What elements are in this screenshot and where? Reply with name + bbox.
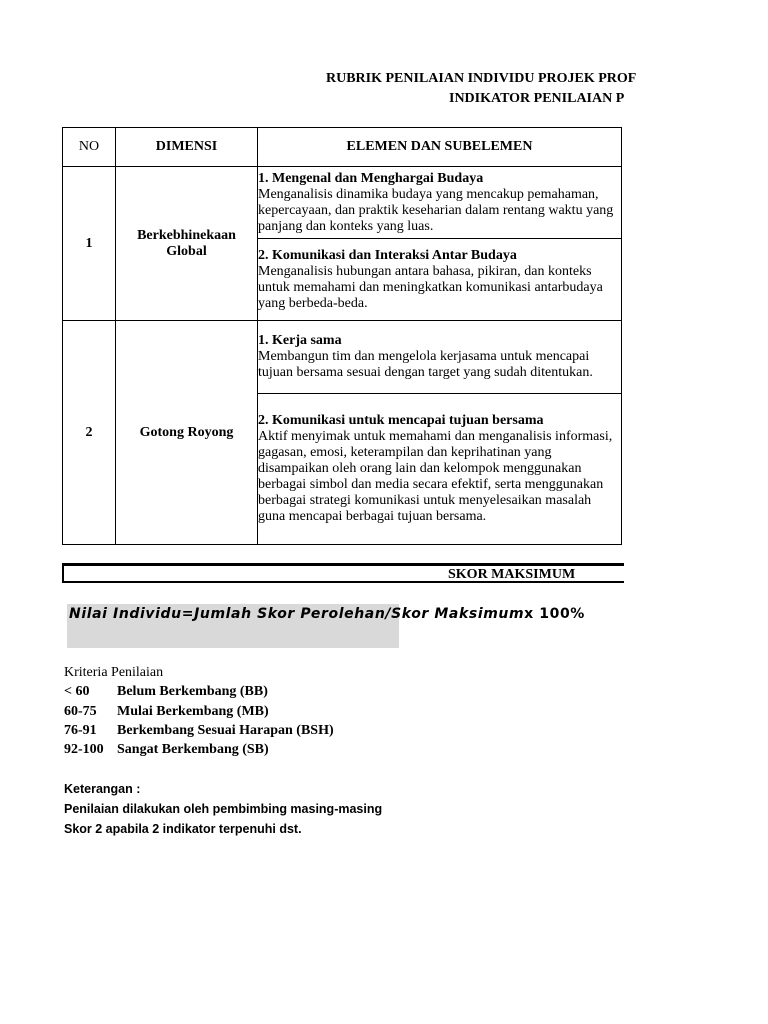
- element-description: Membangun tim dan mengelola kerjasama untuk mencapai tujuan bersama sesuai dengan target yang sudah ditentukan.: [258, 349, 593, 380]
- row-dimensi: Gotong Royong: [116, 321, 258, 545]
- keterangan-line: Penilaian dilakukan oleh pembimbing masing-masing: [64, 802, 383, 816]
- skor-maksimum-label: SKOR MAKSIMUM: [448, 567, 576, 582]
- kriteria-label: Belum Berkembang (BB): [117, 684, 268, 700]
- row-number: 1: [63, 167, 116, 321]
- kriteria-item: [64, 702, 334, 721]
- kriteria-section: [64, 663, 334, 759]
- element-title: 1. Kerja sama: [258, 333, 342, 348]
- table-row: [63, 321, 622, 394]
- table-header-row: [63, 128, 622, 167]
- kriteria-label: Sangat Berkembang (SB): [117, 742, 269, 758]
- keterangan-line: Skor 2 apabila 2 indikator terpenuhi dst.: [64, 822, 302, 836]
- rubric-title: RUBRIK PENILAIAN INDIVIDU PROJEK PROF: [326, 71, 637, 86]
- formula-main: Nilai Individu=Jumlah Skor Perolehan/Skor Maksimum: [69, 606, 525, 622]
- kriteria-label: Mulai Berkembang (MB): [117, 703, 269, 719]
- rubric-subtitle: INDIKATOR PENILAIAN P: [449, 91, 625, 106]
- element-description: Aktif menyimak untuk memahami dan menganalisis informasi, gagasan, emosi, keterampilan dan keprihatinan yang disampaikan oleh orang lain dan kelompok menggunakan berbagai simbol dan media secara efektif, serta menggunakan berbagai strategi komunikasi untuk menyelesaikan masalah guna mencapai berbagai tujuan bersama.: [258, 429, 613, 524]
- header-dimensi: DIMENSI: [116, 128, 258, 167]
- kriteria-item: [64, 721, 334, 740]
- kriteria-item: [64, 740, 334, 759]
- element-title: 2. Komunikasi dan Interaksi Antar Budaya: [258, 247, 517, 263]
- kriteria-range: < 60: [64, 684, 90, 700]
- element-cell: [258, 321, 622, 394]
- formula-text: [69, 606, 585, 622]
- element-cell: [258, 167, 622, 239]
- skor-maksimum-row: [62, 563, 624, 583]
- kriteria-label: Berkembang Sesuai Harapan (BSH): [117, 722, 334, 738]
- row-dimensi: Berkebhinekaan Global: [116, 167, 258, 321]
- kriteria-item: [64, 682, 334, 701]
- formula-tail: x 100%: [524, 606, 585, 622]
- kriteria-range: 60-75: [64, 703, 97, 719]
- element-title: 1. Mengenal dan Menghargai Budaya: [258, 170, 484, 186]
- element-cell: [258, 394, 622, 545]
- kriteria-range: 76-91: [64, 722, 97, 738]
- kriteria-heading: Kriteria Penilaian: [64, 665, 164, 680]
- element-description: Menganalisis hubungan antara bahasa, pikiran, dan konteks untuk memahami dan meningkatkan komunikasi antarbudaya yang berbeda-beda.: [258, 263, 603, 311]
- keterangan-heading: Keterangan :: [64, 782, 141, 796]
- header-no: NO: [63, 128, 116, 167]
- element-description: Menganalisis dinamika budaya yang mencakup pemahaman, kepercayaan, dan praktik keseharian dalam rentang waktu yang panjang dan konteks yang luas.: [258, 186, 614, 234]
- element-title: 2. Komunikasi untuk mencapai tujuan bersama: [258, 413, 544, 428]
- kriteria-range: 92-100: [64, 742, 104, 758]
- rubric-table: [62, 127, 622, 545]
- element-cell: [258, 239, 622, 321]
- keterangan-section: [64, 779, 382, 839]
- table-row: [63, 167, 622, 239]
- header-elemen: ELEMEN DAN SUBELEMEN: [258, 128, 622, 167]
- row-number: 2: [63, 321, 116, 545]
